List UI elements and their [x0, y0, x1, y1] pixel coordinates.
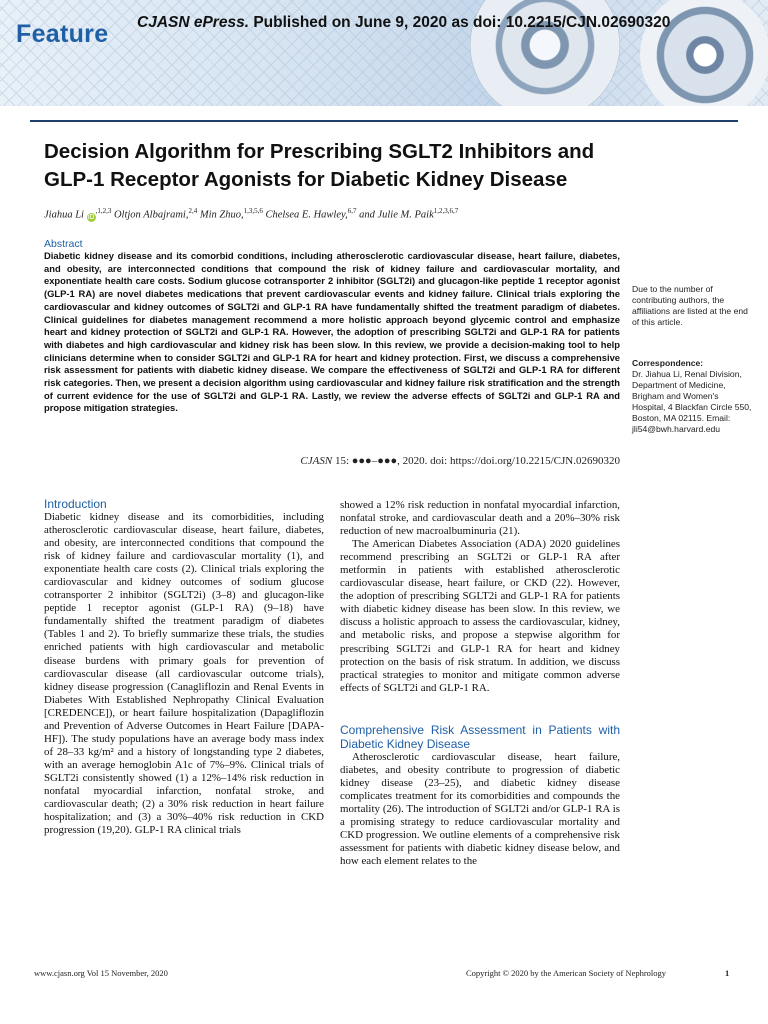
body-paragraph: showed a 12% risk reduction in nonfatal myocardial infarction, nonfatal stroke, and cardiovascular death and a 20%–30% risk reduction of new macroalbuminuria (21). [340, 499, 620, 538]
correspondence-text: Dr. Jiahua Li, Renal Division, Department of Medicine, Brigham and Women's Hospital, 4 Blackfan Circle 550, Boston, MA 02115. Email: jli54@bwh.harvard.edu [632, 369, 752, 434]
author-affiliation: 1,2,3,6,7 [433, 207, 459, 215]
author-name: Min Zhuo, [199, 209, 244, 221]
citation-line [44, 455, 620, 467]
section-label: Feature [16, 20, 109, 48]
correspondence-label: Correspondence: [632, 358, 704, 368]
author-affiliation: ,1,2,3 [95, 207, 112, 215]
orcid-icon[interactable]: iD [87, 213, 95, 221]
abstract-text: Diabetic kidney disease and its comorbid conditions, including atherosclerotic cardiovascular disease, heart failure, diabetes, and obesity, are interconnected conditions that compound the risk of kidney failure and cardiovascular mortality, and exponentiate health care costs. Sodium glucose cotransporter 2 inhibitor (SGLT2i) and glucagon-like peptide 1 receptor agonist (GLP-1 RA) are novel diabetes medications that prevent cardiovascular events and kidney failure. Clinical trials exploring the cardiovascular and kidney outcomes of SGLT2i and GLP-1 RA have fundamentally shifted the treatment paradigm of diabetes. Clinical guidelines for diabetes management recommend a more holistic approach beyond glycemic control and emphasize heart and kidney protection of SGLT2i and GLP-1 RA. However, the adoption of prescribing SGLT2i and GLP-1 RA for patients with diabetes and high cardiovascular and kidney risk has been slow. In this review, we provide a decision-making tool to help clinicians determine when to consider SGLT2i and GLP-1 RA for heart and kidney protection. First, we discuss a comprehensive risk assessment for patients with diabetic kidney disease. We compare the effectiveness of SGLT2i and GLP-1 RA for different risk categories. Then, we present a decision algorithm using cardiovascular and kidney failure risk stratification and the strength of current evidence for the use of SGLT2i and GLP-1 RA. Lastly, we review the adverse effects of SGLT2i and GLP-1 RA and propose mitigation strategies. [44, 250, 620, 414]
page-number: 1 [725, 968, 730, 978]
citation-doi[interactable]: 15: ●●●–●●●, 2020. doi: https://doi.org/10.2215/CJN.02690320 [334, 455, 620, 467]
correspondence-block [632, 358, 752, 435]
author-name: and Julie M. Paik [359, 209, 434, 221]
left-column [44, 497, 324, 837]
author-name: Oltjon Albajrami, [113, 209, 189, 221]
author-list [44, 207, 644, 222]
footer-journal: www.cjasn.org Vol 15 November, 2020 [34, 968, 168, 978]
affiliations-note: Due to the number of contributing authors, the affiliations are listed at the end of this article. [632, 284, 748, 327]
intro-heading: Introduction [44, 497, 107, 511]
risk-heading: Comprehensive Risk Assessment in Patients with Diabetic Kidney Disease [340, 722, 620, 751]
author-affiliation: 6,7 [347, 207, 357, 215]
intro-paragraph: Diabetic kidney disease and its comorbidities, including atherosclerotic cardiovascular disease, heart failure, diabetes, and obesity, are interconnected conditions that compound the risk of kidney failure and cardiovascular mortality (1), and exponentiate health care costs (2). Clinical trials exploring the cardiovascular and kidney outcomes of sodium glucose cotransporter 2 inhibitor (SGLT2i) (3–8) and glucagon-like peptide 1 receptor agonist (GLP-1 RA) (9–18) have fundamentally shifted the treatment paradigm of diabetes (Tables 1 and 2). To briefly summarize these trials, the studies enriched patients with high cardiovascular and metabolic disease burdens with primary goals for prevention of cardiovascular disease (all cardiovascular outcome trials), kidney disease progression (Canagliflozin and Renal Events in Diabetes With Established Nephropathy Clinical Evaluation [CREDENCE]), or heart failure hospitalization (Dapagliflozin and Prevention of Adverse Outcomes in Heart Failure [DAPA-HF]). The study populations have an average body mass index of 28–33 kg/m² and a history of longstanding type 2 diabetes, with an average hemoglobin A1c of 7%–9%. Clinical trials of SGLT2i consistently showed (1) a 12%–14% risk reduction in nonfatal myocardial infarction, nonfatal stroke, and cardiovascular death; (2) a 30% risk reduction in heart failure hospitalization; and (3) a 30%–40% risk reduction in CKD progression (19,20). GLP-1 RA clinical trials [44, 511, 324, 837]
footer-copyright: Copyright © 2020 by the American Society of Nephrology [466, 968, 667, 978]
epress-line [137, 14, 670, 32]
author-affiliation: 2,4 [188, 207, 198, 215]
body-paragraph: The American Diabetes Association (ADA) 2020 guidelines recommend prescribing an SGLT2i or GLP-1 RA after metformin in patients with established atherosclerotic cardiovascular disease, heart failure, or CKD (22). However, the adoption of prescribing SGLT2i and GLP-1 RA for patients with diabetic kidney disease has been slow. In this review, we discuss a holistic approach to assess the cardiovascular, kidney, and metabolic risks, and propose a stepwise algorithm for prescribing SGLT2i and GLP-1 RA for heart and kidney protection on the basis of risk stratum. In addition, we discuss practical strategies to monitor and mitigate common adverse effects of SGLT2i and GLP-1 RA. [340, 538, 620, 694]
author-name: Chelsea E. Hawley, [265, 209, 348, 221]
risk-paragraph: Atherosclerotic cardiovascular disease, heart failure, diabetes, and obesity contribute to progression of diabetic kidney disease (23–25), and diabetic kidney disease complicates treatment for its comorbidities and compounds the mortality (26). The introduction of SGLT2i and/or GLP-1 RA is a promising strategy to reduce cardiovascular mortality and CKD progression. We outline elements of a comprehensive risk assessment for patients with diabetic kidney disease below, and how each element relates to the [340, 750, 620, 868]
epress-doi: Published on June 9, 2020 as doi: 10.2215/CJN.02690320 [253, 14, 671, 31]
header-banner [0, 0, 768, 106]
author-affiliation: 1,3,5,6 [243, 207, 263, 215]
title-rule [30, 120, 738, 122]
article-title: Decision Algorithm for Prescribing SGLT2 Inhibitors and GLP-1 Receptor Agonists for Diabetic Kidney Disease [44, 140, 595, 191]
author-name: Jiahua Li [44, 209, 84, 221]
abstract-heading: Abstract [44, 238, 83, 250]
right-column [340, 499, 620, 868]
citation-journal: CJASN [300, 455, 333, 467]
epress-name: CJASN ePress. [137, 14, 250, 31]
